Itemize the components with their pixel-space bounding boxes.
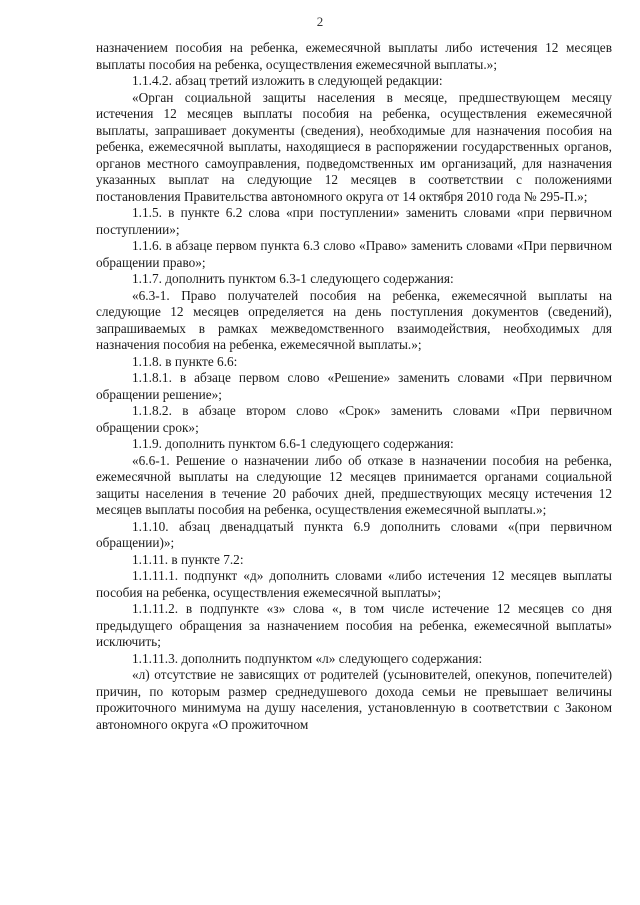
paragraph: «6.3-1. Право получателей пособия на ребенка, ежемесячной выплаты на следующие 12 месяцев определяется на день поступления документов (сведений), запрашиваемых в рамках межведомственного взаимодействия, необходимых для назначения пособия на ребенка, ежемесячной выплаты.»;: [96, 287, 612, 352]
paragraph: 1.1.11.1. подпункт «д» дополнить словами «либо истечения 12 месяцев выплаты пособия на ребенка, осуществления ежемесячной выплаты»;: [96, 568, 612, 600]
paragraph: «л) отсутствие не зависящих от родителей (усыновителей, опекунов, попечителей) причин, по которым размер среднедушевого дохода семьи не превышает величины прожиточного минимума на душу населения, установленную в соответствии с Законом автономного округа «О прожиточном: [96, 667, 612, 732]
paragraph: 1.1.11.3. дополнить подпунктом «л» следующего содержания:: [132, 650, 483, 666]
paragraph: назначением пособия на ребенка, ежемесячной выплаты либо истечения 12 месяцев выплаты пособия на ребенка, осуществления ежемесячной выплаты.»;: [96, 40, 612, 72]
paragraph: 1.1.9. дополнить пунктом 6.6-1 следующего содержания:: [132, 436, 454, 451]
paragraph: 1.1.6. в абзаце первом пункта 6.3 слово «Право» заменить словами «При первичном обращении право»;: [96, 238, 612, 270]
paragraph: 1.1.10. абзац двенадцатый пункта 6.9 дополнить словами «(при первичном обращении)»;: [96, 518, 612, 550]
page-number: 2: [316, 14, 324, 29]
paragraph: «Орган социальной защиты населения в месяце, предшествующем месяцу истечения 12 месяцев выплаты пособия на ребенка, осуществления ежемесячной выплаты, запрашивает документы (сведения), необходимые для назначения пособия на ребенка, ежемесячной выплаты, находящиеся в распоряжении государственных органов, органов местного самоуправления, подведомственных им организаций, для назначения указанных выплат на следующие 12 месяцев в соответствии с положениями постановления Правительства автономного округа от 14 октября 2010 года № 295-П.»;: [96, 89, 612, 204]
paragraph: 1.1.5. в пункте 6.2 слова «при поступлении» заменить словами «при первичном поступлении»;: [96, 205, 612, 237]
paragraph: 1.1.8. в пункте 6.6:: [132, 353, 238, 369]
paragraph: 1.1.11. в пункте 7.2:: [132, 551, 244, 567]
paragraph: 1.1.8.1. в абзаце первом слово «Решение» заменить словами «При первичном обращении решение»;: [96, 370, 612, 402]
paragraph: 1.1.7. дополнить пунктом 6.3-1 следующего содержания:: [132, 271, 454, 286]
paragraph: «6.6-1. Решение о назначении либо об отказе в назначении пособия на ребенка, ежемесячной выплаты на следующие 12 месяцев принимается органами социальной защиты населения в течение 20 рабочих дней, предшествующих месяцу истечения 12 месяцев выплаты пособия на ребенка, осуществления ежемесячной выплаты.»;: [96, 452, 612, 517]
paragraph: 1.1.8.2. в абзаце втором слово «Срок» заменить словами «При первичном обращении срок»;: [96, 403, 612, 435]
paragraph: 1.1.4.2. абзац третий изложить в следующей редакции:: [132, 73, 443, 88]
document-body: [96, 40, 612, 733]
paragraph: 1.1.11.2. в подпункте «з» слова «, в том числе истечение 12 месяцев со дня предыдущего обращения за назначением пособия на ребенка, ежемесячной выплаты» исключить;: [96, 601, 612, 649]
